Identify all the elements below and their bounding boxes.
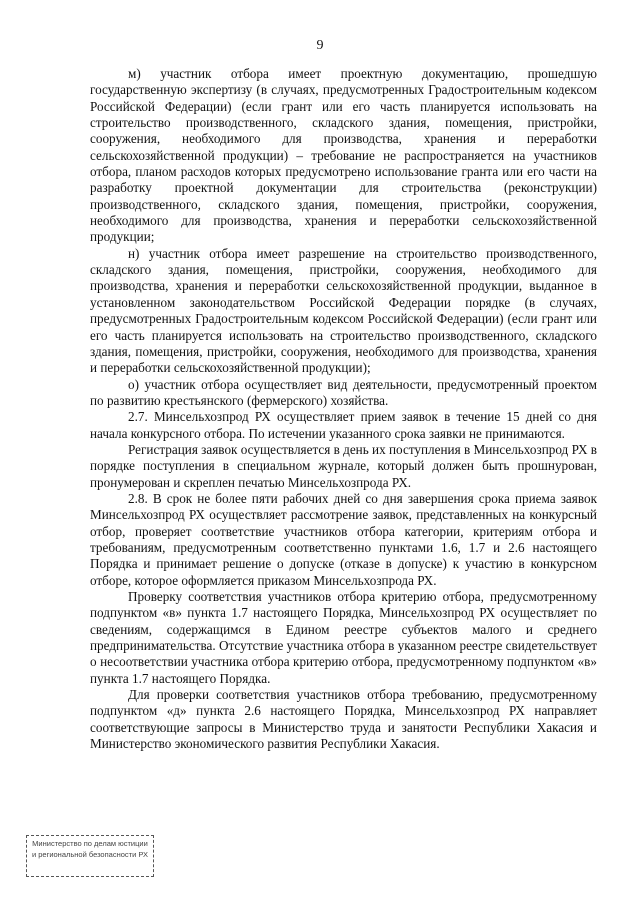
- paragraph-n: н) участник отбора имеет разрешение на строительство производственного, складского здания, помещения, пристройки, сооружения, необходимого для производства, хранения и переработки сельскохозяйственной продукции, выданное в установленном законодательством Российской Федерации порядке (в случаях, предусмотренных Градостроительным кодексом Российской Федерации) (если грант или его часть планируется использовать на строительство производственного, складского здания, помещения, пристройки, сооружения, необходимого для производства, хранения и переработки сельскохозяйственной продукции);: [90, 245, 597, 376]
- registration-stamp: Министерство по делам юстиции и региональной безопасности РХ: [26, 835, 154, 877]
- paragraph-registration: Регистрация заявок осуществляется в день их поступления в Минсельхозпрод РХ в порядке поступления в специальном журнале, который должен быть прошнурован, пронумерован и скреплен печатью Минсельхозпрода РХ.: [90, 441, 598, 490]
- page-number: 9: [316, 38, 324, 53]
- paragraph-2-7: 2.7. Минсельхозпрод РХ осуществляет прием заявок в течение 15 дней со дня начала конкурсного отбора. По истечении указанного срока заявки не принимаются.: [90, 409, 597, 441]
- paragraph-2-8: 2.8. В срок не более пяти рабочих дней со дня завершения срока приема заявок Минсельхозпрод РХ осуществляет рассмотрение заявок, представленных на конкурсный отбор, проверяет соответствие участников отбора категории, критериям отбора и требованиям, предусмотренным соответственно пунктами 1.6, 1.7 и 2.6 настоящего Порядка и принимает решение о допуске (отказе в допуске) к участию в конкурсном отборе, которое оформляется приказом Минсельхозпрода РХ.: [90, 490, 597, 588]
- paragraph-m: м) участник отбора имеет проектную документацию, прошедшую государственную экспертизу (в случаях, предусмотренных Градостроительным кодексом Российской Федерации) (если грант или его часть планируется использовать на строительство производственного, складского здания, помещения, пристройки, сооружения, необходимого для производства, хранения и переработки сельскохозяйственной продукции) – требование не распространяется на участников отбора, планом расходов которых предусмотрено использование гранта или его части на разработку проектной документации для строительства (реконструкции) производственного, складского здания, помещения, пристройки, сооружения, необходимого для производства, хранения и переработки сельскохозяйственной продукции;: [90, 66, 597, 245]
- paragraph-requirement-check: Для проверки соответствия участников отбора требованию, предусмотренному подпунктом «д» пункта 2.6 настоящего Порядка, Минсельхозпрод РХ направляет соответствующие запросы в Министерство труда и занятости Республики Хакасия и Министерство экономического развития Республики Хакасия.: [90, 687, 597, 752]
- paragraph-criterion-check: Проверку соответствия участников отбора критерию отбора, предусмотренному подпунктом «в» пункта 1.7 настоящего Порядка, Минсельхозпрод РХ осуществляет по сведениям, содержащимся в Едином реестре субъектов малого и среднего предпринимательства. Отсутствие участника отбора в указанном реестре свидетельствует о несоответствии участника отбора критерию отбора, предусмотренному подпунктом «в» пункта 1.7 настоящего Порядка.: [90, 589, 597, 686]
- document-body: [90, 66, 597, 752]
- paragraph-o: о) участник отбора осуществляет вид деятельности, предусмотренный проектом по развитию крестьянского (фермерского) хозяйства.: [90, 376, 597, 408]
